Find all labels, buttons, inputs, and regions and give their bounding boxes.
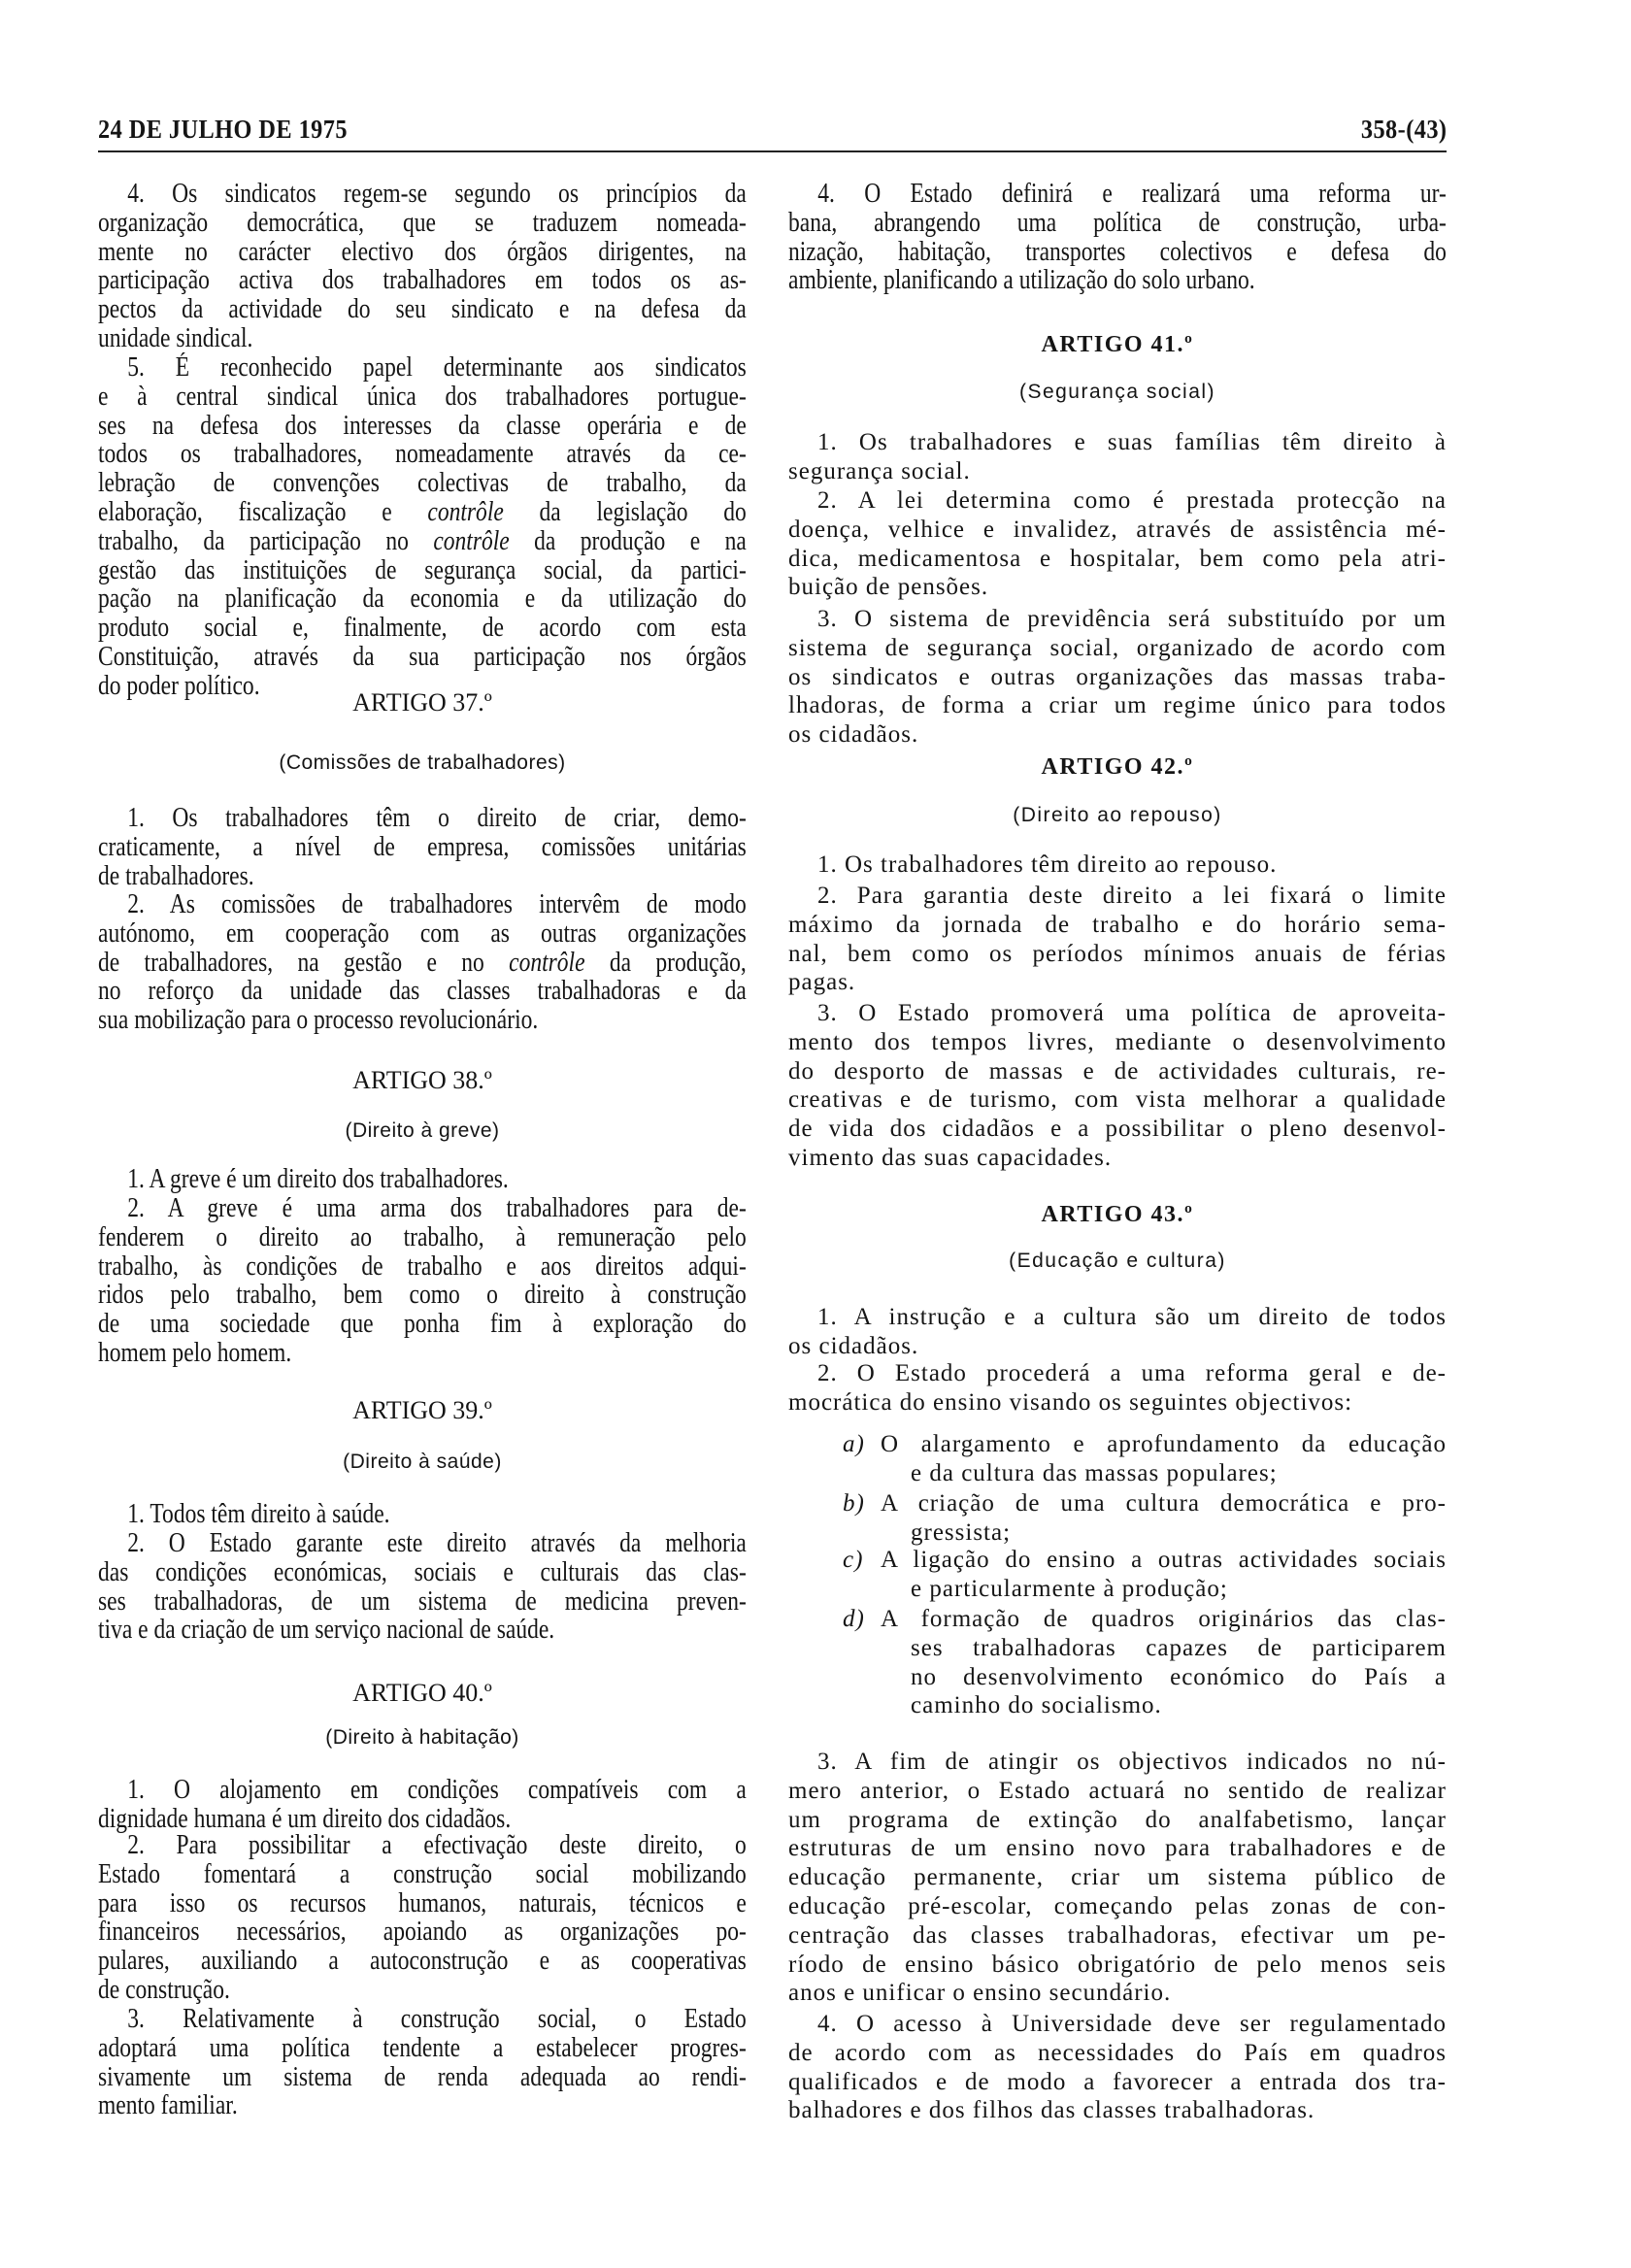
text-line: participação activa dos trabalhadores em todos os as- xyxy=(98,265,747,296)
text-line: 4. Os sindicatos regem-se segundo os princípios da xyxy=(127,179,747,209)
list-item-body xyxy=(881,1546,1447,1604)
list-item-label: b) xyxy=(843,1490,865,1517)
article-heading: ARTIGO 39.º xyxy=(352,1396,492,1424)
text-line: de vida dos cidadãos e a possibilitar o pleno desenvol- xyxy=(788,1116,1447,1143)
text-line: no reforço da unidade das classes trabalhadoras e da xyxy=(98,976,747,1007)
text-line: e da cultura das massas populares; xyxy=(911,1459,1278,1486)
text-line: dica, medicamentosa e hospitalar, bem como pela atri- xyxy=(788,545,1447,572)
text-line: mero anterior, o Estado actuará no sentido de realizar xyxy=(788,1777,1447,1804)
list-item xyxy=(788,1489,1447,1548)
article-subtitle: (Comissões de trabalhadores) xyxy=(279,751,566,774)
text-line: os sindicatos e outras organizações das massas traba- xyxy=(788,663,1447,690)
article-subtitle: (Direito à saúde) xyxy=(343,1451,502,1473)
text-line: máximo da jornada de trabalho e do horário sema- xyxy=(788,911,1447,938)
text-line: mento dos tempos livres, mediante o desenvolvimento xyxy=(788,1028,1447,1055)
list-item-label: d) xyxy=(843,1606,865,1632)
text-line: de uma sociedade que ponha fim à exploração do xyxy=(98,1309,747,1340)
text-line: homem pelo homem. xyxy=(98,1337,292,1368)
paragraph xyxy=(788,180,1447,295)
text-line: 1. A instrução e a cultura são um direito de todos xyxy=(817,1304,1447,1330)
text-line: mocrática do ensino visando os seguintes objectivos: xyxy=(788,1388,1353,1416)
paragraph xyxy=(788,2010,1447,2125)
text-line: sua mobilização para o processo revolucionário. xyxy=(98,1005,539,1036)
paragraph xyxy=(788,1748,1447,2008)
text-line: trabalho, da participação no contrôle da produção e na xyxy=(98,525,747,556)
text-line: tiva e da criação de um serviço nacional de saúde. xyxy=(98,1615,555,1646)
paragraph xyxy=(98,2005,747,2120)
text-line: fenderem o direito ao trabalho, à remuneração pelo xyxy=(98,1221,747,1252)
article-heading: ARTIGO 40.º xyxy=(352,1679,492,1707)
text-line: unidade sindical. xyxy=(98,322,253,353)
text-line: 3. Relativamente à construção social, o Estado xyxy=(127,2004,747,2034)
list-item-body xyxy=(881,1605,1447,1720)
text-line: 2. Para garantia deste direito a lei fixará o limite xyxy=(817,883,1447,909)
paragraph xyxy=(788,999,1447,1173)
text-line: 2. O Estado garante este direito através da melhoria xyxy=(127,1528,747,1558)
text-line: organização democrática, que se traduzem nomeada- xyxy=(98,207,747,238)
text-line: ses trabalhadoras, de um sistema de medicina preven- xyxy=(98,1585,747,1617)
text-line: 2. As comissões de trabalhadores intervêm de modo xyxy=(127,889,747,919)
text-line: das condições económicas, sociais e culturais das clas- xyxy=(98,1556,747,1587)
text-line: no desenvolvimento económico do País a xyxy=(911,1663,1447,1690)
text-line: ses trabalhadoras capazes de participarem xyxy=(911,1634,1447,1661)
text-line: de trabalhadores. xyxy=(98,860,254,891)
article-heading: ARTIGO 43.º xyxy=(1041,1202,1194,1227)
paragraph xyxy=(98,180,747,353)
text-line: 3. O Estado promoverá uma política de aproveita- xyxy=(817,1000,1447,1026)
text-line: nal, bem como os períodos mínimos anuais de férias xyxy=(788,940,1447,967)
article-subtitle: (Direito ao repouso) xyxy=(1013,804,1222,826)
text-line: os cidadãos. xyxy=(788,1332,919,1359)
text-line: 3. A fim de atingir os objectivos indicados no nú- xyxy=(817,1749,1447,1775)
text-line: anos e unificar o ensino secundário. xyxy=(788,1980,1172,2007)
text-line: bana, abrangendo uma política de construção, urba- xyxy=(788,207,1447,238)
text-line: de construção. xyxy=(98,1974,230,2005)
text-line: 4. O Estado definirá e realizará uma reforma ur- xyxy=(817,179,1447,209)
article-subtitle: (Segurança social) xyxy=(1018,381,1216,403)
paragraph xyxy=(98,804,747,890)
text-line: estruturas de um ensino novo para trabalhadores e de xyxy=(788,1835,1447,1862)
text-line: mente no carácter electivo dos órgãos dirigentes, na xyxy=(98,236,747,267)
text-line: 2. Para possibilitar a efectivação deste direito, o xyxy=(127,1830,747,1860)
text-line: pagas. xyxy=(788,969,856,996)
text-line: O alargamento e aprofundamento da educação xyxy=(881,1431,1447,1457)
text-line: ríodo de ensino básico obrigatório de pelo menos seis xyxy=(788,1951,1447,1978)
text-line: creativas e de turismo, com vista melhorar a qualidade xyxy=(788,1086,1447,1114)
text-line: mento familiar. xyxy=(98,2090,238,2121)
paragraph xyxy=(788,605,1447,750)
paragraph xyxy=(788,1303,1447,1361)
paragraph xyxy=(98,1165,747,1194)
text-line: lebração de convenções colectivas de trabalho, da xyxy=(98,468,747,499)
text-line: caminho do socialismo. xyxy=(911,1692,1162,1719)
list-item-body xyxy=(881,1430,1447,1488)
text-line: pectos da actividade do seu sindicato e na defesa da xyxy=(98,294,747,325)
text-line: do desporto de massas e de actividades culturais, re- xyxy=(788,1057,1447,1084)
text-line: 1. Os trabalhadores e suas famílias têm direito à xyxy=(817,429,1447,455)
text-line: ses na defesa dos interesses da classe operária e de xyxy=(98,410,747,441)
text-line: trabalho, às condições de trabalho e aos direitos adqui- xyxy=(98,1251,747,1282)
text-line: ambiente, planificando a utilização do solo urbano. xyxy=(788,265,1255,296)
paragraph xyxy=(788,428,1447,486)
list-item-label: c) xyxy=(843,1547,864,1573)
text-line: pação na planificação da economia e da utilização do xyxy=(98,584,747,615)
text-line: qualificados e de modo a favorecer a entrada dos tra- xyxy=(788,2068,1447,2095)
paragraph xyxy=(98,1529,747,1645)
text-line: elaboração, fiscalização e contrôle da legislação do xyxy=(98,496,747,527)
text-line: 1. Os trabalhadores têm direito ao repouso. xyxy=(817,851,1278,878)
text-line: 1. A greve é um direito dos trabalhadores. xyxy=(127,1164,509,1194)
text-line: dignidade humana é um direito dos cidadãos. xyxy=(98,1803,512,1834)
text-line: Constituição, através da sua participação nos órgãos xyxy=(98,641,747,672)
text-line: financeiros necessários, apoiando as organizações po- xyxy=(98,1917,747,1948)
text-line: educação pré-escolar, começando pelas zonas de con- xyxy=(788,1892,1447,1919)
paragraph xyxy=(788,850,1447,880)
list-item xyxy=(788,1605,1447,1720)
text-line: adoptará uma política tendente a estabelecer progres- xyxy=(98,2032,747,2063)
page-date-header: 24 DE JULHO DE 1975 xyxy=(98,115,348,144)
text-line: 1. O alojamento em condições compatíveis com a xyxy=(127,1775,747,1805)
paragraph xyxy=(98,1500,747,1529)
text-line: segurança social. xyxy=(788,457,971,484)
text-line: todos os trabalhadores, nomeadamente através da ce- xyxy=(98,439,747,470)
text-line: doença, velhice e invalidez, através de assistência mé- xyxy=(788,516,1447,543)
text-line: gestão das instituições de segurança social, da partici- xyxy=(98,554,747,585)
text-line: 4. O acesso à Universidade deve ser regulamentado xyxy=(817,2011,1447,2037)
text-line: sivamente um sistema de renda adequada ao rendi- xyxy=(98,2061,747,2092)
text-line: 3. O sistema de previdência será substituído por um xyxy=(817,606,1447,632)
text-line: um programa de extinção do analfabetismo, lançar xyxy=(788,1806,1447,1833)
text-line: sistema de segurança social, organizado de acordo com xyxy=(788,634,1447,661)
paragraph xyxy=(98,890,747,1035)
article-heading: ARTIGO 38.º xyxy=(352,1066,492,1094)
text-line: do poder político. xyxy=(98,670,260,701)
text-line: de trabalhadores, na gestão e no contrôle da produção, xyxy=(98,947,747,978)
text-line: 1. Os trabalhadores têm o direito de criar, demo- xyxy=(127,803,747,833)
paragraph xyxy=(788,486,1447,602)
article-subtitle: (Educação e cultura) xyxy=(1009,1250,1226,1272)
text-line: buição de pensões. xyxy=(788,574,989,601)
text-line: A criação de uma cultura democrática e pro- xyxy=(881,1490,1447,1517)
text-line: A formação de quadros originários das clas- xyxy=(881,1606,1447,1632)
text-line: A ligação do ensino a outras actividades sociais xyxy=(881,1547,1447,1573)
article-heading: ARTIGO 41.º xyxy=(1041,332,1194,357)
page-number: 358-(43) xyxy=(1360,115,1447,144)
text-line: e particularmente à produção; xyxy=(911,1575,1228,1602)
text-line: para isso os recursos humanos, naturais, técnicos e xyxy=(98,1887,747,1918)
list-item-label: a) xyxy=(843,1431,865,1457)
text-line: os cidadãos. xyxy=(788,721,919,749)
text-line: de acordo com as necessidades do País em quadros xyxy=(788,2039,1447,2066)
list-item-body xyxy=(881,1489,1447,1548)
paragraph xyxy=(98,1776,747,1834)
text-line: balhadores e dos filhos das classes trabalhadoras. xyxy=(788,2097,1315,2124)
text-line: ridos pelo trabalho, bem como o direito à construção xyxy=(98,1280,747,1311)
text-line: educação permanente, criar um sistema público de xyxy=(788,1864,1447,1891)
text-line: 2. O Estado procederá a uma reforma geral e de- xyxy=(817,1360,1447,1386)
header-rule xyxy=(98,150,1447,152)
text-line: craticamente, a nível de empresa, comissões unitárias xyxy=(98,831,747,862)
text-line: lhadoras, de forma a criar um regime único para todos xyxy=(788,692,1447,719)
text-line: autónomo, em cooperação com as outras organizações xyxy=(98,917,747,949)
text-line: gressista; xyxy=(911,1518,1012,1546)
text-line: 5. É reconhecido papel determinante aos sindicatos xyxy=(127,352,747,383)
text-line: e à central sindical única dos trabalhadores portugue- xyxy=(98,381,747,412)
text-line: Estado fomentará a construção social mobilizando xyxy=(98,1858,747,1889)
text-line: centração das classes trabalhadoras, efectivar um pe- xyxy=(788,1921,1447,1949)
paragraph xyxy=(788,882,1447,997)
list-item xyxy=(788,1430,1447,1488)
paragraph xyxy=(788,1359,1447,1418)
article-heading: ARTIGO 42.º xyxy=(1041,754,1194,780)
list-item xyxy=(788,1546,1447,1604)
text-line: 1. Todos têm direito à saúde. xyxy=(127,1499,390,1529)
article-subtitle: (Direito à greve) xyxy=(345,1119,500,1142)
text-line: pulares, auxiliando a autoconstrução e as cooperativas xyxy=(98,1946,747,1977)
text-line: nização, habitação, transportes colectivos e defesa do xyxy=(788,236,1447,267)
article-subtitle: (Direito à habitação) xyxy=(325,1726,519,1749)
text-line: vimento das suas capacidades. xyxy=(788,1144,1113,1171)
text-line: 2. A greve é uma arma dos trabalhadores para de- xyxy=(127,1193,747,1223)
text-line: produto social e, finalmente, de acordo com esta xyxy=(98,613,747,644)
article-heading: ARTIGO 37.º xyxy=(352,688,492,717)
paragraph xyxy=(98,353,747,701)
paragraph xyxy=(98,1831,747,2005)
text-line: 2. A lei determina como é prestada protecção na xyxy=(817,487,1447,514)
paragraph xyxy=(98,1194,747,1368)
